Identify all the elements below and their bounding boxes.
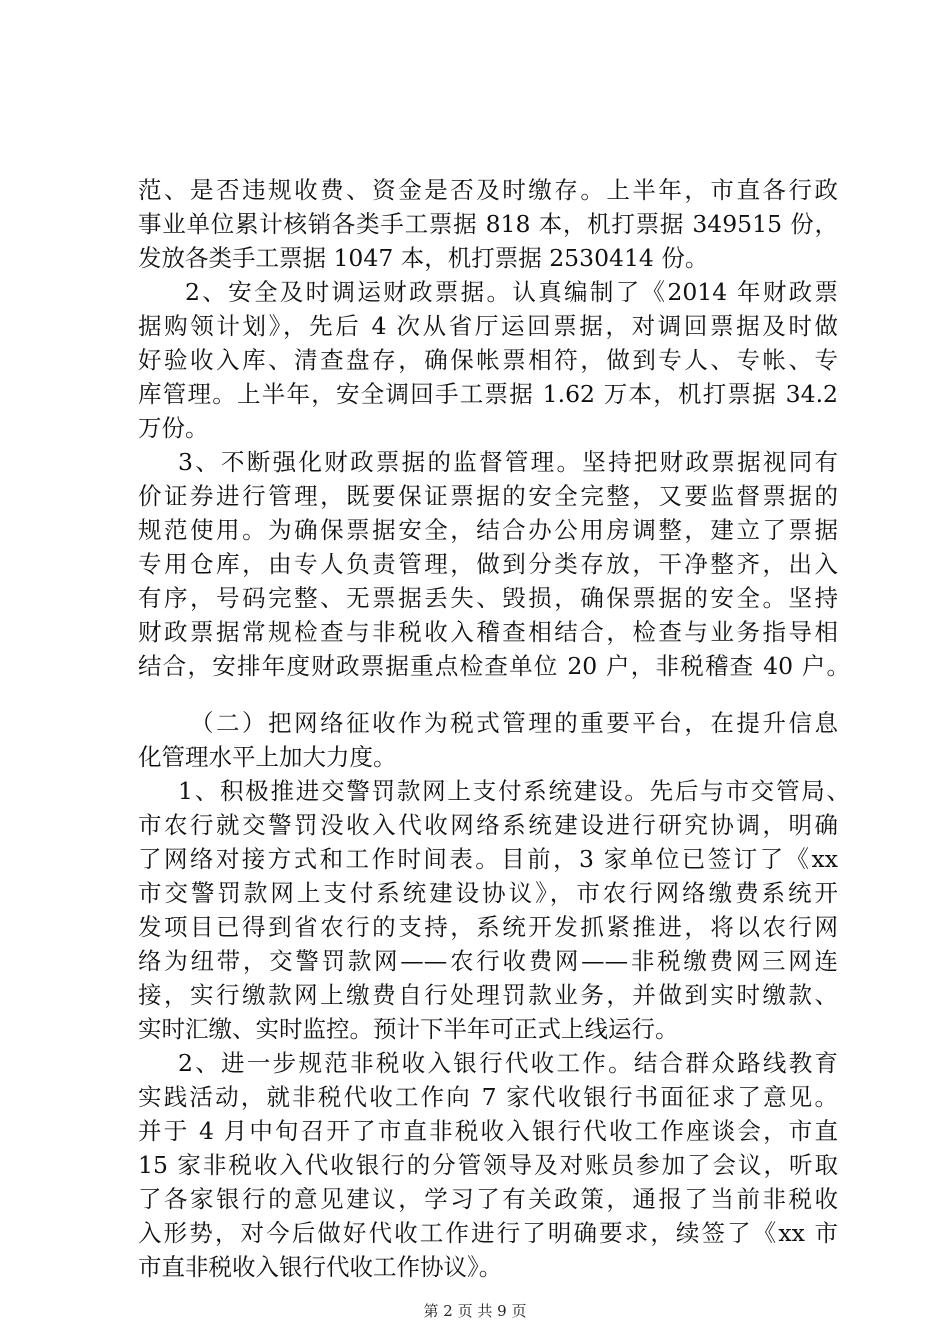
text-line: 接，实行缴款网上缴费自行处理罚款业务，并做到实时缴款、 [138, 981, 838, 1009]
text-line: 15 家非税收入代收银行的分管领导及对账员参加了会议，听取 [138, 1151, 838, 1179]
page-footer: 第 2 页 共 9 页 [423, 1302, 527, 1320]
text-line: 万份。 [138, 414, 209, 442]
text-line: 了各家银行的意见建议，学习了有关政策，通报了当前非税收 [138, 1185, 838, 1213]
text-line: 库管理。上半年，安全调回手工票据 1.62 万本，机打票据 34.2 [138, 380, 838, 408]
text-line: 规范使用。为确保票据安全，结合办公用房调整，建立了票据 [138, 516, 838, 544]
section-heading-line: （二）把网络征收作为税式管理的重要平台，在提升信息 [190, 709, 838, 737]
text-line: 实时汇缴、实时监控。预计下半年可正式上线运行。 [138, 1015, 679, 1043]
text-line: 实践活动，就非税代收工作向 7 家代收银行书面征求了意见。 [138, 1083, 838, 1111]
paragraph-start-line: 2、进一步规范非税收入银行代收工作。结合群众路线教育 [178, 1049, 838, 1077]
text-line: 了网络对接方式和工作时间表。目前，3 家单位已签订了《xx [138, 845, 838, 873]
text-line: 专用仓库，由专人负责管理，做到分类存放，干净整齐，出入 [138, 550, 838, 578]
text-line: 有序，号码完整、无票据丢失、毁损，确保票据的安全。坚持 [138, 584, 838, 612]
text-line: 发放各类手工票据 1047 本，机打票据 2530414 份。 [138, 244, 709, 272]
text-line: 市直非税收入银行代收工作协议》。 [138, 1253, 503, 1281]
text-line: 结合，安排年度财政票据重点检查单位 20 户，非税稽查 40 户。 [138, 652, 850, 680]
text-line: 事业单位累计核销各类手工票据 818 本，机打票据 349515 份， [138, 210, 838, 238]
paragraph-start-line: 2、安全及时调运财政票据。认真编制了《2014 年财政票 [185, 278, 838, 306]
text-line: 络为纽带，交警罚款网——农行收费网——非税缴费网三网连 [138, 947, 838, 975]
text-line: 价证券进行管理，既要保证票据的安全完整，又要监督票据的 [138, 482, 838, 510]
text-line: 入形势，对今后做好代收工作进行了明确要求，续签了《xx 市 [138, 1219, 838, 1247]
text-line: 据购领计划》，先后 4 次从省厅运回票据，对调回票据及时做 [138, 312, 838, 340]
paragraph-start-line: 1、积极推进交警罚款网上支付系统建设。先后与市交管局、 [178, 777, 850, 805]
section-heading-line: 化管理水平上加大力度。 [138, 743, 397, 771]
text-line: 市交警罚款网上支付系统建设协议》，市农行网络缴费系统开 [138, 879, 838, 907]
text-line: 范、是否违规收费、资金是否及时缴存。上半年，市直各行政 [138, 176, 838, 204]
text-line: 好验收入库、清查盘存，确保帐票相符，做到专人、专帐、专 [138, 346, 838, 374]
text-line: 并于 4 月中旬召开了市直非税收入银行代收工作座谈会，市直 [138, 1117, 838, 1145]
text-line: 市农行就交警罚没收入代收网络系统建设进行研究协调，明确 [138, 811, 838, 839]
text-line: 财政票据常规检查与非税收入稽查相结合，检查与业务指导相 [138, 618, 838, 646]
text-line: 发项目已得到省农行的支持，系统开发抓紧推进，将以农行网 [138, 913, 838, 941]
paragraph-start-line: 3、不断强化财政票据的监督管理。坚持把财政票据视同有 [178, 448, 838, 476]
